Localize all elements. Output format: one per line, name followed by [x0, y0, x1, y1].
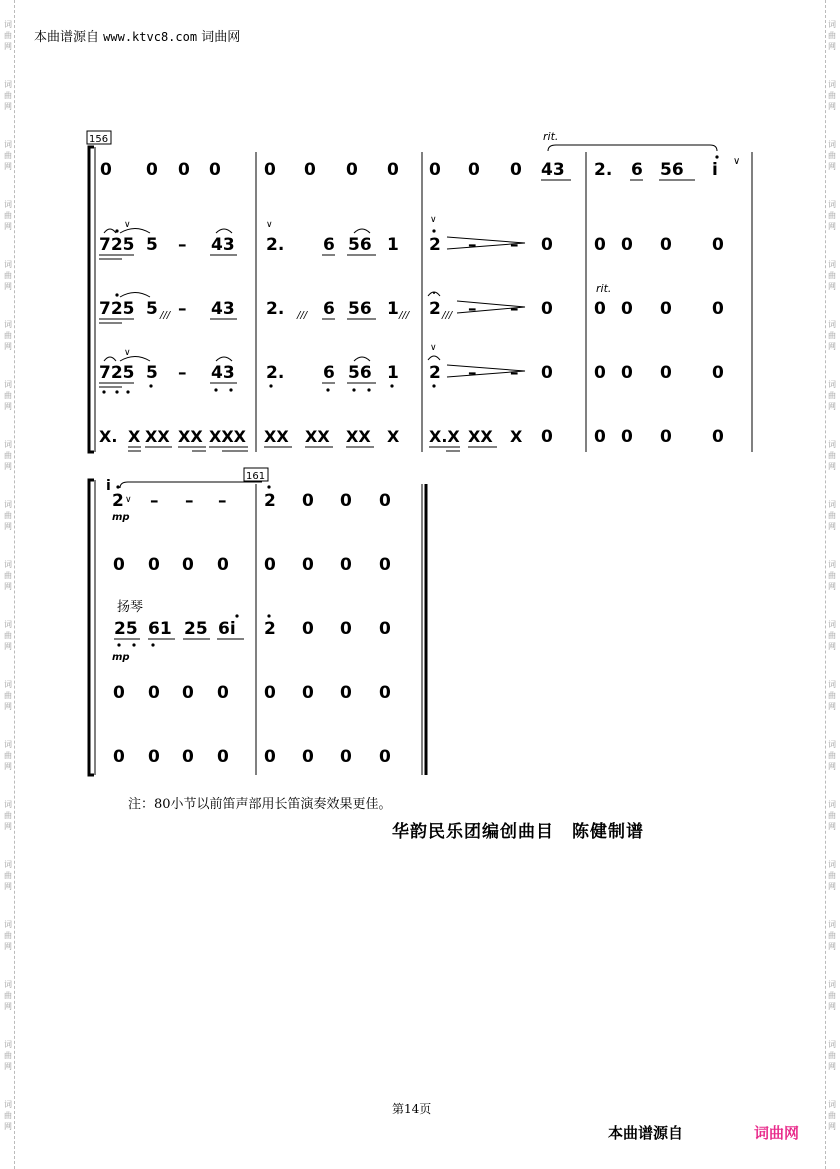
- watermark-glyph: 网: [4, 1122, 12, 1131]
- watermark-glyph: 词: [4, 980, 12, 989]
- note: 0: [340, 555, 352, 575]
- watermark-glyph: 词: [4, 620, 12, 629]
- watermark-glyph: 词: [4, 740, 12, 749]
- watermark-glyph: 网: [828, 582, 836, 591]
- note: 0: [264, 160, 276, 180]
- watermark-glyph: 词: [4, 200, 12, 209]
- watermark-glyph: 网: [4, 42, 12, 51]
- note: XXX: [209, 427, 247, 446]
- svg-text:∨: ∨: [430, 215, 437, 225]
- note: 0: [621, 363, 633, 383]
- note: 56: [660, 160, 684, 180]
- watermark-glyph: 曲: [4, 511, 12, 520]
- svg-text:///: ///: [442, 310, 453, 321]
- watermark-glyph: 曲: [4, 931, 12, 940]
- watermark-glyph: 词: [4, 320, 12, 329]
- watermark-glyph: 曲: [4, 571, 12, 580]
- watermark-glyph: 曲: [4, 331, 12, 340]
- note: 0: [541, 299, 553, 319]
- watermark-glyph: 曲: [4, 871, 12, 880]
- header-url[interactable]: www.ktvc8.com: [103, 30, 198, 44]
- note: 0: [379, 555, 391, 575]
- staff-row-2: [99, 215, 724, 259]
- note: –: [510, 363, 519, 383]
- note: 0: [340, 747, 352, 767]
- note: 6: [323, 299, 335, 319]
- note: 6: [323, 235, 335, 255]
- note: 25: [114, 619, 138, 639]
- watermark-glyph: 词: [4, 800, 12, 809]
- watermark-glyph: 网: [828, 822, 836, 831]
- watermark-glyph: 词: [828, 200, 836, 209]
- measure-number-161: 161: [246, 471, 266, 482]
- staff-row-3: [99, 282, 724, 323]
- note: 0: [594, 299, 606, 319]
- note: 6: [323, 363, 335, 383]
- watermark-glyph: 网: [4, 1002, 12, 1011]
- note: 5: [146, 363, 158, 383]
- note: 0: [340, 491, 352, 511]
- note: 0: [182, 555, 194, 575]
- note: XX: [178, 427, 203, 446]
- watermark-glyph: 网: [828, 942, 836, 951]
- note: 43: [211, 299, 235, 319]
- watermark-glyph: 网: [4, 642, 12, 651]
- watermark-glyph: 网: [828, 1122, 836, 1131]
- note: 725: [99, 299, 135, 319]
- credit-line: 华韵民乐团编创曲目 陈健制谱: [392, 822, 644, 842]
- staff-row-3: [112, 599, 391, 663]
- note: 0: [113, 555, 125, 575]
- watermark-glyph: 网: [4, 462, 12, 471]
- note: 0: [541, 235, 553, 255]
- note: 43: [211, 235, 235, 255]
- watermark-glyph: 网: [4, 942, 12, 951]
- note: 0: [304, 160, 316, 180]
- watermark-glyph: 词: [828, 920, 836, 929]
- note: 0: [182, 747, 194, 767]
- dynamic-mp-2: mp: [112, 652, 130, 663]
- note: 0: [264, 747, 276, 767]
- watermark-glyph: 词: [828, 620, 836, 629]
- note: 725: [99, 235, 135, 255]
- header-source-text: 本曲谱源自: [34, 30, 100, 45]
- watermark-glyph: 词: [4, 80, 12, 89]
- note: 0: [379, 491, 391, 511]
- staff-row-1: [100, 155, 740, 180]
- watermark-glyph: 曲: [828, 511, 836, 520]
- watermark-glyph: 曲: [828, 91, 836, 100]
- staff-row-5: [113, 747, 391, 767]
- dynamic-mp: mp: [112, 512, 130, 523]
- note: 2.: [266, 363, 285, 383]
- svg-text:∨: ∨: [124, 220, 131, 230]
- staff-row-2: [113, 555, 391, 575]
- watermark-glyph: 曲: [828, 31, 836, 40]
- watermark-glyph: 词: [4, 260, 12, 269]
- note: 0: [209, 160, 221, 180]
- note: 0: [217, 747, 229, 767]
- watermark-glyph: 网: [828, 282, 836, 291]
- note: 0: [510, 160, 522, 180]
- note: 0: [148, 683, 160, 703]
- note: 0: [146, 160, 158, 180]
- note: –: [468, 235, 477, 255]
- watermark-glyph: 曲: [828, 991, 836, 1000]
- watermark-glyph: 词: [4, 20, 12, 29]
- note: 0: [113, 683, 125, 703]
- note: XX: [346, 427, 371, 446]
- watermark-glyph: 曲: [4, 451, 12, 460]
- watermark-glyph: 曲: [4, 391, 12, 400]
- watermark-glyph: 曲: [828, 811, 836, 820]
- note: 0: [429, 160, 441, 180]
- watermark-glyph: 词: [4, 440, 12, 449]
- watermark-glyph: 词: [828, 740, 836, 749]
- note: 0: [264, 683, 276, 703]
- note: 1: [387, 299, 399, 319]
- note: 2: [429, 363, 441, 383]
- watermark-glyph: 词: [828, 860, 836, 869]
- watermark-glyph: 词: [828, 500, 836, 509]
- breath-mark: ∨: [733, 156, 741, 167]
- watermark-glyph: 曲: [828, 211, 836, 220]
- note: –: [185, 491, 194, 511]
- watermark-glyph: 词: [4, 380, 12, 389]
- watermark-glyph: 词: [4, 1040, 12, 1049]
- note: 0: [387, 160, 399, 180]
- watermark-glyph: 网: [828, 222, 836, 231]
- footer-site-link[interactable]: 词曲网: [754, 1124, 800, 1142]
- watermark-glyph: 曲: [4, 751, 12, 760]
- watermark-glyph: 曲: [828, 871, 836, 880]
- header-site-name: 词曲网: [201, 30, 241, 45]
- rit-marking-2: rit.: [596, 282, 612, 295]
- note: 43: [211, 363, 235, 383]
- note: 2: [429, 299, 441, 319]
- note: 2: [264, 491, 276, 511]
- system-2: [89, 468, 426, 775]
- watermark-glyph: 网: [828, 1002, 836, 1011]
- note: 0: [712, 427, 724, 447]
- note: –: [178, 299, 187, 319]
- staff-row-1: [106, 478, 391, 523]
- note: 2.: [266, 299, 285, 319]
- note: 0: [302, 747, 314, 767]
- watermark-glyph: 网: [4, 222, 12, 231]
- watermark-glyph: 曲: [4, 31, 12, 40]
- watermark-glyph: 曲: [4, 1051, 12, 1060]
- watermark-glyph: 网: [4, 402, 12, 411]
- watermark-glyph: 曲: [828, 1111, 836, 1120]
- watermark-glyph: 网: [828, 522, 836, 531]
- watermark-glyph: 网: [828, 102, 836, 111]
- watermark-glyph: 曲: [828, 631, 836, 640]
- watermark-glyph: 曲: [828, 1051, 836, 1060]
- note: XX: [468, 427, 493, 446]
- svg-text:///: ///: [160, 310, 171, 321]
- note: 0: [113, 747, 125, 767]
- note: 0: [660, 299, 672, 319]
- note: 2.: [266, 235, 285, 255]
- note: 6i: [218, 619, 236, 639]
- watermark-glyph: 词: [828, 1040, 836, 1049]
- watermark-glyph: 网: [4, 882, 12, 891]
- svg-text:∨: ∨: [430, 343, 437, 353]
- watermark-glyph: 词: [4, 500, 12, 509]
- watermark-glyph: 网: [4, 582, 12, 591]
- measure-number-156: 156: [89, 134, 109, 145]
- svg-text:///: ///: [297, 310, 308, 321]
- note: 6: [631, 160, 643, 180]
- grace-note: i: [106, 478, 111, 494]
- note: 0: [712, 235, 724, 255]
- note: 0: [178, 160, 190, 180]
- note: 0: [379, 683, 391, 703]
- note: –: [150, 491, 159, 511]
- watermark-glyph: 曲: [828, 151, 836, 160]
- watermark-glyph: 网: [828, 882, 836, 891]
- note: X.X: [429, 427, 460, 446]
- note: 0: [302, 491, 314, 511]
- note: 2: [264, 619, 276, 639]
- note: 2: [429, 235, 441, 255]
- note: –: [510, 299, 519, 319]
- watermark-glyph: 词: [4, 1100, 12, 1109]
- watermark-glyph: 词: [828, 380, 836, 389]
- watermark-glyph: 词: [828, 560, 836, 569]
- footnote: 注：80小节以前笛声部用长笛演奏效果更佳。: [128, 797, 392, 812]
- watermark-glyph: 网: [828, 42, 836, 51]
- watermark-glyph: 网: [828, 642, 836, 651]
- watermark-glyph: 词: [828, 440, 836, 449]
- watermark-glyph: 网: [4, 162, 12, 171]
- note: 0: [594, 427, 606, 447]
- note: –: [510, 235, 519, 255]
- watermark-glyph: 曲: [4, 1111, 12, 1120]
- page-number: 第14页: [392, 1102, 432, 1116]
- watermark-glyph: 网: [4, 1062, 12, 1071]
- note: X: [128, 427, 141, 446]
- note: 0: [594, 363, 606, 383]
- note: 43: [541, 160, 565, 180]
- system-bracket: [89, 480, 94, 775]
- watermark-glyph: 曲: [828, 931, 836, 940]
- watermark-glyph: 词: [828, 80, 836, 89]
- watermark-glyph: 词: [828, 320, 836, 329]
- watermark-glyph: 网: [828, 762, 836, 771]
- note: –: [178, 235, 187, 255]
- note: 0: [148, 747, 160, 767]
- instrument-label-yangqin: 扬琴: [117, 600, 144, 615]
- note: 0: [621, 235, 633, 255]
- watermark-glyph: 曲: [828, 271, 836, 280]
- note: 0: [379, 619, 391, 639]
- watermark-glyph: 词: [4, 560, 12, 569]
- watermark-glyph: 曲: [4, 991, 12, 1000]
- note: i: [712, 160, 718, 180]
- note: 61: [148, 619, 172, 639]
- watermark-glyph: 曲: [828, 691, 836, 700]
- note: 0: [712, 299, 724, 319]
- watermark-glyph: 曲: [4, 151, 12, 160]
- note: 0: [468, 160, 480, 180]
- watermark-glyph: 词: [828, 260, 836, 269]
- watermark-glyph: 网: [4, 762, 12, 771]
- watermark-glyph: 曲: [4, 811, 12, 820]
- staff-row-4: [113, 683, 391, 703]
- note: 0: [302, 683, 314, 703]
- note: XX: [145, 427, 170, 446]
- watermark-glyph: 曲: [828, 751, 836, 760]
- watermark-glyph: 词: [828, 140, 836, 149]
- note: X: [387, 427, 400, 446]
- note: 56: [348, 235, 372, 255]
- note: 1: [387, 363, 399, 383]
- note: X: [510, 427, 523, 446]
- note: 0: [379, 747, 391, 767]
- note: 5: [146, 235, 158, 255]
- note: 56: [348, 363, 372, 383]
- watermark-glyph: 曲: [4, 271, 12, 280]
- note: –: [468, 299, 477, 319]
- staff-row-4: [99, 343, 724, 394]
- note: 0: [712, 363, 724, 383]
- watermark-glyph: 网: [828, 702, 836, 711]
- watermark-glyph: 网: [828, 462, 836, 471]
- note: 0: [182, 683, 194, 703]
- note: 0: [621, 427, 633, 447]
- watermark-glyph: 曲: [4, 691, 12, 700]
- note: 2.: [594, 160, 613, 180]
- watermark-glyph: 曲: [4, 211, 12, 220]
- svg-text:///: ///: [399, 310, 410, 321]
- note: 0: [217, 683, 229, 703]
- note: 56: [348, 299, 372, 319]
- watermark-glyph: 网: [828, 1062, 836, 1071]
- note: 0: [660, 363, 672, 383]
- note: 5: [146, 299, 158, 319]
- note: 1: [387, 235, 399, 255]
- note: 725: [99, 363, 135, 383]
- note: 0: [594, 235, 606, 255]
- note: –: [468, 363, 477, 383]
- watermark-glyph: 网: [4, 822, 12, 831]
- watermark-glyph: 曲: [828, 571, 836, 580]
- note: 0: [340, 683, 352, 703]
- note: 0: [660, 235, 672, 255]
- svg-text:∨: ∨: [266, 220, 273, 230]
- note: XX: [305, 427, 330, 446]
- watermark-glyph: 网: [828, 402, 836, 411]
- note: 0: [660, 427, 672, 447]
- watermark-glyph: 网: [4, 522, 12, 531]
- note: 0: [100, 160, 112, 180]
- svg-text:∨: ∨: [124, 348, 131, 358]
- watermark-glyph: 网: [4, 702, 12, 711]
- note: 0: [217, 555, 229, 575]
- note: 0: [148, 555, 160, 575]
- staff-row-5: [99, 427, 724, 451]
- phrase-slur: [548, 145, 717, 151]
- note: 0: [264, 555, 276, 575]
- watermark-glyph: 曲: [4, 91, 12, 100]
- watermark-glyph: 网: [4, 282, 12, 291]
- note: XX: [264, 427, 289, 446]
- note: –: [218, 491, 227, 511]
- note: 0: [346, 160, 358, 180]
- note: 0: [541, 363, 553, 383]
- watermark-glyph: 词: [4, 860, 12, 869]
- note: 0: [541, 427, 553, 447]
- note: 0: [302, 555, 314, 575]
- watermark-glyph: 曲: [828, 331, 836, 340]
- watermark-glyph: 词: [828, 680, 836, 689]
- watermark-glyph: 词: [828, 1100, 836, 1109]
- system-1: [87, 130, 752, 452]
- note: X.: [99, 427, 118, 446]
- note: 0: [340, 619, 352, 639]
- watermark-glyph: 词: [828, 980, 836, 989]
- svg-text:∨: ∨: [125, 495, 132, 505]
- note: 0: [302, 619, 314, 639]
- watermark-glyph: 曲: [828, 391, 836, 400]
- note: 25: [184, 619, 208, 639]
- watermark-glyph: 网: [4, 102, 12, 111]
- watermark-glyph: 词: [828, 800, 836, 809]
- note: –: [178, 363, 187, 383]
- rit-marking: rit.: [543, 130, 559, 143]
- watermark-glyph: 网: [828, 342, 836, 351]
- system-bracket: [89, 147, 94, 452]
- note: 0: [621, 299, 633, 319]
- watermark-glyph: 曲: [828, 451, 836, 460]
- watermark-glyph: 词: [4, 920, 12, 929]
- note: 2: [112, 491, 124, 511]
- watermark-glyph: 词: [4, 680, 12, 689]
- footer-source-text: 本曲谱源自: [608, 1124, 684, 1142]
- watermark-glyph: 词: [828, 20, 836, 29]
- watermark-glyph: 词: [4, 140, 12, 149]
- watermark-glyph: 网: [4, 342, 12, 351]
- watermark-glyph: 网: [828, 162, 836, 171]
- watermark-glyph: 曲: [4, 631, 12, 640]
